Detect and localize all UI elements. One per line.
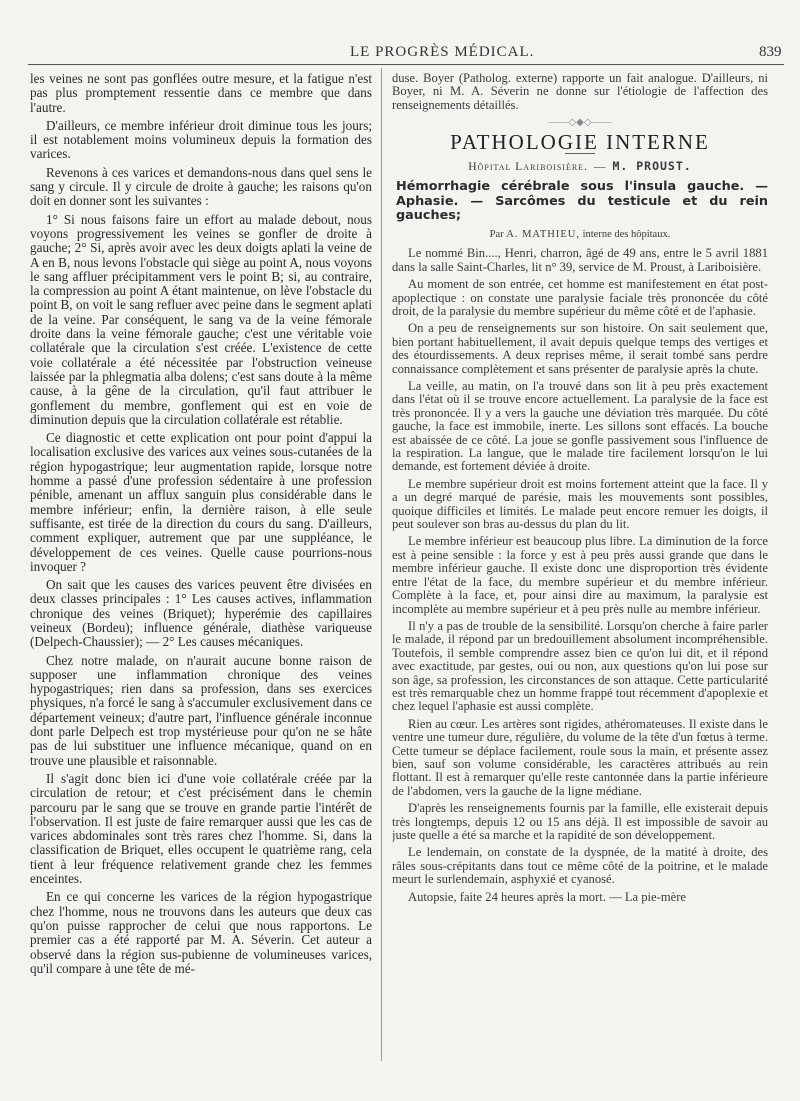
column-divider bbox=[381, 68, 382, 1061]
left-column bbox=[30, 72, 372, 1057]
paragraph: Le nommé Bin...., Henri, charron, âgé de 49 ans, entre le 5 avril 1881 dans la salle Saint-Charles, lit n° 39, service de M. Proust, à Lariboisière. bbox=[392, 246, 768, 274]
byline bbox=[392, 228, 768, 241]
journal-title: LE PROGRÈS MÉDICAL. bbox=[350, 44, 535, 60]
paragraph: Il n'y a pas de trouble de la sensibilité. Lorsqu'on cherche à faire parler le malade, il répond par un bredouillement absolument incompréhensible. Toutefois, il semble comprendre assez bien ce qu'on lui dit, et il répond avec exactitude, par gestes, oui ou non, aux questions qu'on lui pose sur son âge, sa profession, les circonstances de son attaque. Cette particularité est très remarquable chez un homme frappé tout récemment d'apoplexie et chez lequel l'aphasie est aussi complète. bbox=[392, 618, 768, 714]
paragraph: Autopsie, faite 24 heures après la mort. — La pie-mère bbox=[408, 889, 687, 904]
paragraph: Le membre supérieur droit est moins fortement atteint que la face. Il y a un degré marqué de parésie, mais les mouvements sont possibles, quoique difficiles et limités. Le malade peut encore remuer les doigts, il peut soulever son bras au-dessus du plan du lit. bbox=[392, 476, 768, 532]
paragraph: D'après les renseignements fournis par la famille, elle existerait depuis très longtemps, depuis 12 ou 15 ans déjà. Il est impossible de savoir au juste quelle a été sa marche et la rapidité de son développement. bbox=[392, 801, 768, 842]
hospital-name: Hôpital Lariboisière. bbox=[468, 161, 588, 174]
article-title: Hémorrhagie cérébrale sous l'insula gauche. — Aphasie. — Sarcômes du testicule et du rein gauches; bbox=[396, 179, 768, 224]
paragraph: duse. Boyer (Patholog. externe) rapporte un fait analogue. D'ailleurs, ni Boyer, ni M. A. Séverin ne donne sur l'étiologie de l'affection des renseignements détaillés. bbox=[392, 72, 768, 112]
paragraph: On sait que les causes des varices peuvent être divisées en deux classes principales : 1° Les causes actives, inflammation chronique des veines (Briquet); hyperémie des capillaires veineux (Bordeu); influence générale, diathèse variqueuse (Delpech-Chaussier); — 2° Les causes mécaniques. bbox=[30, 577, 372, 650]
paragraph: 1° Si nous faisons faire un effort au malade debout, nous voyons progressivement les veines se gonfler de droite à gauche; 2° Si, après avoir avec les deux doigts aplati la veine de A en B, nous levons l'obstacle qui siège au point A, nous voyons le sang affluer précipitamment vers le point B; si, au contraire, la compression au point A étant maintenue, on lève l'obstacle du point B, on voit le sang refluer avec peine dans le segment aplati de la veine. Par conséquent, le sang va de la veine fémorale droite dans la veine fémorale gauche; c'est une véritable voie collatérale que la circulation s'est créée. L'existence de cette voie collatérale a été nécessitée par l'obstruction veineuse laissée par la phlegmatia alba dolens; c'est sans doute à la même cause, à la gêne de la circulation, qu'il faut attribuer le gonflement du membre, gonflement qui est en voie de diminution depuis que la circulation collatérale est rétablie. bbox=[30, 211, 372, 427]
paragraph: Le membre inférieur est beaucoup plus libre. La diminution de la force est à peine sensible : la force y est à peu près aussi grande que dans le membre inférieur gauche. Il existe donc une disproportion très évidente entre l'état de la face, du membre supérieur et du membre inférieur. Complète à la face, et, pour ainsi dire au maximum, la paralysie est incomplète au membre supérieur et à peu près nulle au membre inférieur. bbox=[392, 534, 768, 616]
header-rule bbox=[28, 64, 784, 65]
hospital-line: Hôpital Lariboisière. — M. PROUST. bbox=[468, 159, 692, 174]
paragraph: Ce diagnostic et cette explication ont pour point d'appui la localisation exclusive des varices aux veines sous-cutanées de la région hypogastrique; leur augmentation rapide, lorsque notre homme a passé d'une profession sédentaire à une profession pénible, amenant un afflux sanguin plus considérable dans le membre inférieur; enfin, la dernière raison, à elle seule suffisante, est tirée de la direction du cours du sang. D'ailleurs, comment expliquer, autrement que par une suppléance, le développement de ces veines. Quelle cause pourrions-nous invoquer ? bbox=[30, 430, 372, 574]
paragraph: Le lendemain, on constate de la dyspnée, de la matité à droite, des râles sous-crépitants dans tout ce même côté de la poitrine, et le malade meurt le surlendemain, asphyxié et cyanosé. bbox=[392, 845, 768, 887]
byline-author: A. MATHIEU, bbox=[506, 228, 580, 240]
paragraph: Rien au cœur. Les artères sont rigides, athéromateuses. Il existe dans le ventre une tumeur dure, régulière, du volume de la tête d'un fœtus à terme. Cette tumeur se déplace facilement, roule sous la main, et présente assez bien, sauf son volume considérable, les caractères attribués au rein flottant. Il est à remarquer qu'elle reste cantonnée dans la partie inférieure de l'abdomen, vers la gauche de la ligne médiane. bbox=[392, 716, 768, 798]
page-number: 839 bbox=[759, 44, 782, 60]
byline-suffix: interne des hôpitaux. bbox=[582, 228, 671, 240]
paragraph: On a peu de renseignements sur son histoire. On sait seulement que, bien portant habituellement, il avait depuis quelque temps des vertiges et des étourdissements. A deux reprises même, il serait tombé sans perdre connaissance complètement et sans présenter de paralysie après la chute. bbox=[392, 321, 768, 376]
paragraph: Au moment de son entrée, cet homme est manifestement en état post-apoplectique : on constate une paralysie faciale très prononcée du côté droit, de la paralysie du membre supérieur du même côté et de l'aphasie. bbox=[392, 277, 768, 318]
section-heading: PATHOLOGIE INTERNE bbox=[450, 129, 710, 154]
paragraph: Revenons à ces varices et demandons-nous dans quel sens le sang y circule. Il y circule de droite à gauche; les raisons qu'on doit en donner sont les suivantes : bbox=[30, 164, 372, 209]
paragraph: D'ailleurs, ce membre inférieur droit diminue tous les jours; il est notablement moins volumineux depuis la formation des varices. bbox=[30, 117, 372, 162]
right-column bbox=[392, 72, 768, 1057]
paragraph: les veines ne sont pas gonflées outre mesure, et la fatigue n'est pas plus promptement ressentie dans ce membre que dans l'autre. bbox=[30, 72, 372, 115]
ornament-divider: ——◇◆◇—— bbox=[548, 117, 612, 129]
paragraph: En ce qui concerne les varices de la région hypogastrique chez l'homme, nous ne trouvons dans les auteurs que deux cas qu'on puisse rapprocher de celui que nous rapportons. Le premier cas a été rapporté par M. A. Séverin. Cet auteur a observé dans la région sus-pubienne de volumineuses varices, qu'il compare à une tête de mé- bbox=[30, 889, 372, 976]
paragraph: La veille, au matin, on l'a trouvé dans son lit à peu près exactement dans l'état où il se trouve encore actuellement. La paralysie de la face est très prononcée. Il y a vers la gauche une déviation très marquée. Du côté gauche, la face est immobile, inerte. Les sillons sont effacés. La bouche est abaissée de ce côté. La joue se gonfle passivement sous l'influence de la respiration. La langue, que le malade tire facilement lorsqu'on le lui demande, est fortement déviée à droite. bbox=[392, 379, 768, 474]
paragraph: Il s'agit donc bien ici d'une voie collatérale créée par la circulation de retour; et c'est précisément dans le chemin parcouru par le sang que se trouve en grande partie l'intérêt de l'observation. Il est juste de faire remarquer aussi que les cas de varices abdominales sont très rares chez l'homme. Si, dans la classification de Briquet, elles occupent le quatrième rang, cela tient à leur fréquence relativement grande chez les femmes enceintes. bbox=[30, 770, 372, 887]
byline-prefix: Par bbox=[489, 228, 504, 240]
doctor-name: M. PROUST. bbox=[612, 159, 692, 174]
paragraph: Chez notre malade, on n'aurait aucune bonne raison de supposer une inflammation chronique des veines hypogastriques; rien dans sa profession, dans ses exercices physiques, n'a forcé le sang à s'accumuler exclusivement dans ce département veineux; d'autre part, l'influence générale inconnue dont parle Delpech est trop mystérieuse pour qu'on ne se hâte pas de lui substituer une influence mécanique, quand on en trouve une plausible et raisonnable. bbox=[30, 652, 372, 768]
